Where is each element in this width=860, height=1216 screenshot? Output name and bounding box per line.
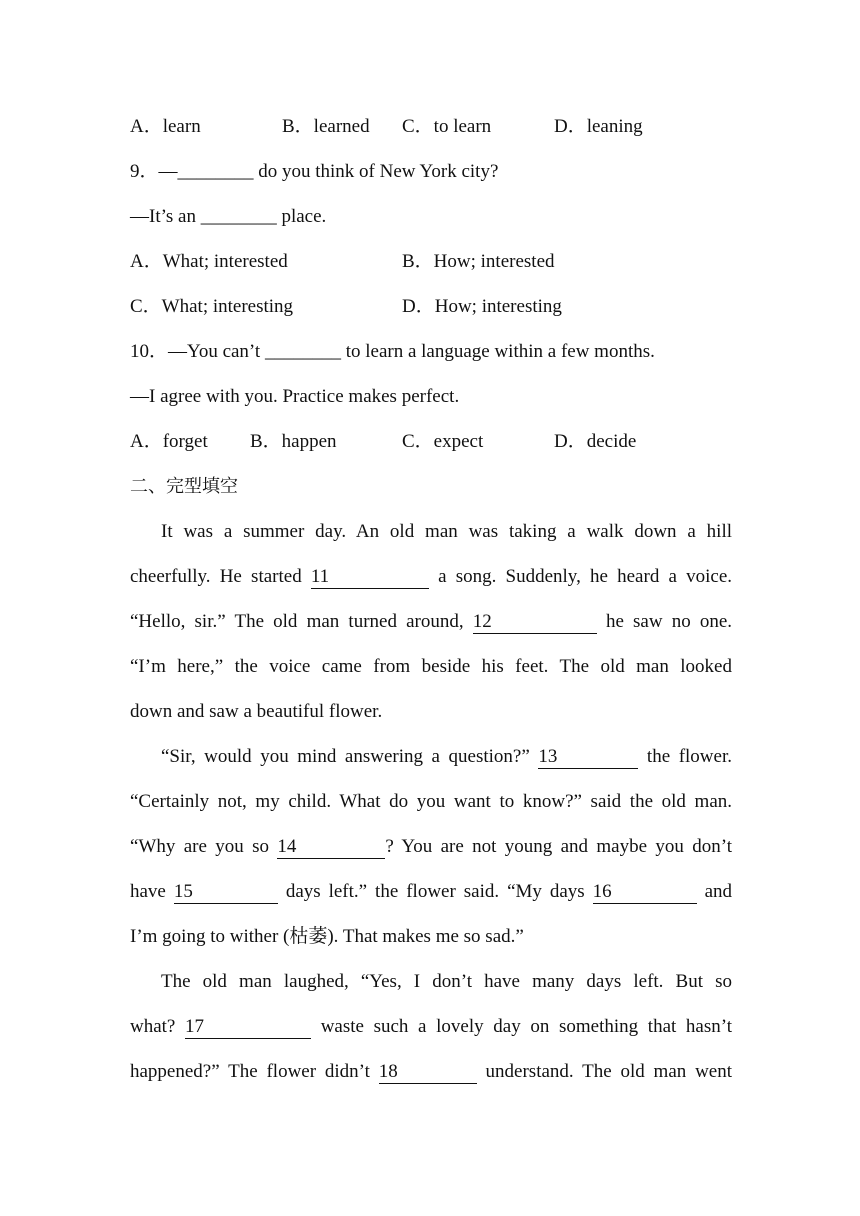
blank-12: 12: [473, 611, 597, 634]
text-segment: he saw no one.: [605, 611, 733, 632]
q9-option-d: D．How; interesting: [402, 296, 562, 317]
passage-p1-line-5: down and saw a beautiful flower.: [130, 701, 383, 722]
passage-p1-line-2: [130, 562, 732, 592]
passage-p1-line-1: It was a summer day. An old man was taking a walk down a hill: [161, 521, 732, 542]
text-segment: a song. Suddenly, he heard a voice.: [438, 566, 733, 587]
q8-option-a: A．learn: [130, 116, 201, 137]
blank-16: 16: [593, 881, 697, 904]
q10-reply: —I agree with you. Practice makes perfect.: [130, 386, 460, 407]
passage-p1-line-4: “I’m here,” the voice came from beside his feet. The old man looked: [130, 656, 732, 677]
q8-option-d: D．leaning: [554, 116, 643, 137]
q10-option-a: A．forget: [130, 431, 208, 452]
text-segment: have: [130, 881, 166, 902]
q8-option-c: C．to learn: [402, 116, 492, 137]
text-segment: “Sir, would you mind answering a question?”: [161, 746, 530, 767]
passage-p2-line-4: [130, 877, 732, 907]
q9-option-c: C．What; interesting: [130, 296, 294, 317]
q9-stem: 9．—________ do you think of New York city?: [130, 161, 499, 182]
text-segment: cheerfully. He started: [130, 566, 302, 587]
q9-option-a: A．What; interested: [130, 251, 288, 272]
passage-p2-line-5: I’m going to wither (枯萎). That makes me so sad.”: [130, 926, 524, 947]
text-segment: and: [704, 881, 733, 902]
text-segment: ? You are not young and maybe you don’t: [385, 836, 732, 857]
blank-17: 17: [185, 1016, 311, 1039]
q9-options-row-1: [130, 247, 732, 277]
blank-11: 11: [311, 566, 429, 589]
q8-option-b: B．learned: [282, 116, 370, 137]
blank-18: 18: [379, 1061, 477, 1084]
passage-p3-line-2: [130, 1012, 732, 1042]
text-segment: what?: [130, 1016, 176, 1037]
q10-option-d: D．decide: [554, 431, 637, 452]
text-segment: understand. The old man went: [485, 1061, 733, 1082]
q10-option-b: B．happen: [250, 431, 337, 452]
text-segment: happened?” The flower didn’t: [130, 1061, 370, 1082]
passage-p2-line-3: [130, 832, 732, 862]
passage-p3-line-3: [130, 1057, 732, 1087]
q8-options: [130, 112, 732, 142]
text-segment: days left.” the flower said. “My days: [285, 881, 585, 902]
section-title: 二、完型填空: [130, 476, 238, 497]
q10-option-c: C．expect: [402, 431, 484, 452]
passage-p2-line-1: [130, 742, 732, 772]
text-segment: waste such a lovely day on something that hasn’t: [320, 1016, 733, 1037]
blank-13: 13: [538, 746, 638, 769]
passage-p3-line-1: The old man laughed, “Yes, I don’t have many days left. But so: [161, 971, 732, 992]
text-segment: the flower.: [646, 746, 732, 767]
blank-15: 15: [174, 881, 278, 904]
q10-stem: 10．—You can’t ________ to learn a language within a few months.: [130, 341, 655, 362]
q9-options-row-2: [130, 292, 732, 322]
passage-p2-line-2: “Certainly not, my child. What do you want to know?” said the old man.: [130, 791, 732, 812]
q9-reply: —It’s an ________ place.: [130, 206, 327, 227]
blank-14: 14: [277, 836, 385, 859]
q10-options: [130, 427, 732, 457]
text-segment: “Why are you so: [130, 836, 269, 857]
q9-option-b: B．How; interested: [402, 251, 555, 272]
passage-p1-line-3: [130, 607, 732, 637]
text-segment: “Hello, sir.” The old man turned around,: [130, 611, 464, 632]
